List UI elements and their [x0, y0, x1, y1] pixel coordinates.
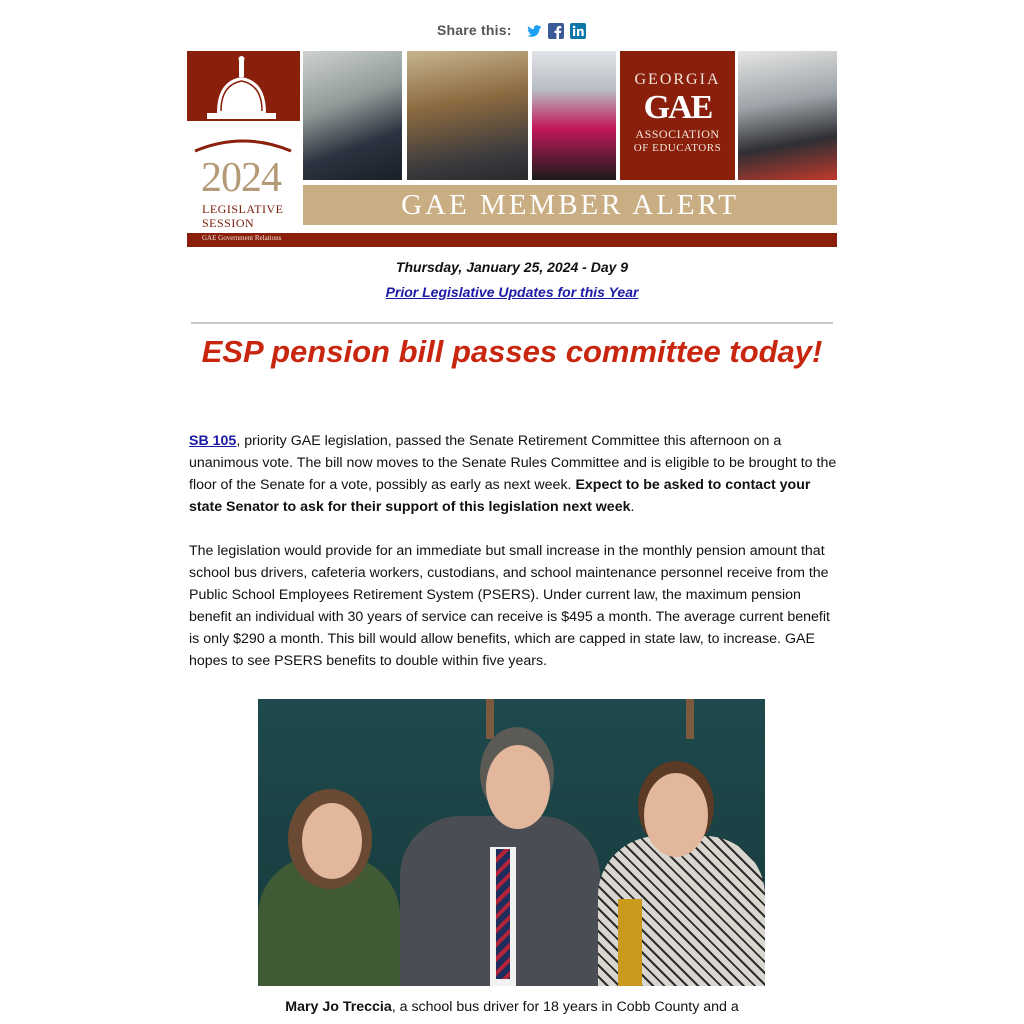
twitter-icon[interactable] [526, 23, 542, 39]
session-label-1: LEGISLATIVE [202, 202, 284, 216]
share-label: Share this: [437, 22, 512, 38]
paragraph-1-end: . [630, 499, 635, 515]
article-paragraph-1 [189, 430, 837, 518]
capitol-dome-icon [187, 51, 300, 161]
banner-footer-text: GAE Government Relations [202, 234, 282, 242]
banner-photo-speaker-3 [738, 51, 837, 180]
paragraph-1-callout: Expect to be asked to contact your state Senator to ask for their support of this legislation next week [189, 477, 811, 515]
divider [191, 322, 833, 324]
date-line: Thursday, January 25, 2024 - Day 9 [395, 259, 629, 275]
article-headline: ESP pension bill passes committee today! [201, 334, 823, 369]
share-icons [526, 23, 586, 39]
alert-title: GAE MEMBER ALERT [401, 189, 739, 221]
caption-name: Mary Jo Treccia [285, 999, 392, 1015]
sb105-link[interactable]: SB 105 [189, 433, 237, 449]
article-paragraph-2: The legislation would provide for an immediate but small increase in the monthly pension amount that school bus drivers, cafeteria workers, custodians, and school maintenance personnel receive from the Public School Employees Retirement System (PSERS). Under current law, the maximum pension benefit an individual with 30 years of service can receive is $495 a month. The average current benefit is only $290 a month. This bill would allow benefits, which are capped in state law, to increase. GAE hopes to see PSERS benefits to double within five years. [189, 543, 830, 669]
facebook-icon[interactable] [548, 23, 564, 39]
linkedin-icon[interactable] [570, 23, 586, 39]
prior-updates-row [0, 284, 1024, 300]
prior-updates-link[interactable]: Prior Legislative Updates for this Year [385, 284, 639, 300]
banner-photo-meeting [407, 51, 528, 180]
banner-photo-speaker-2 [532, 51, 616, 180]
capitol-seal [187, 51, 300, 233]
header-banner [187, 51, 837, 247]
banner-photo-speaker-1 [303, 51, 402, 180]
committee-photo [258, 699, 765, 986]
session-year: 2024 [201, 155, 281, 201]
share-bar [437, 19, 586, 41]
gae-logo: GEORGIA GAE ASSOCIATION OF EDUCATORS [620, 51, 735, 180]
caption-text: , a school bus driver for 18 years in Cobb County and a [391, 999, 739, 1015]
paragraph-1-text: , priority GAE legislation, passed the Senate Retirement Committee this afternoon on a unanimous vote. The bill now moves to the Senate Rules Committee and is eligible to be brought to the floor of the Senate for a vote, possibly as early as next week. [189, 433, 837, 493]
session-label-2: SESSION [202, 216, 255, 230]
banner-footer-strip [187, 233, 837, 247]
alert-title-bar [303, 185, 837, 225]
photo-caption [0, 999, 1024, 1015]
